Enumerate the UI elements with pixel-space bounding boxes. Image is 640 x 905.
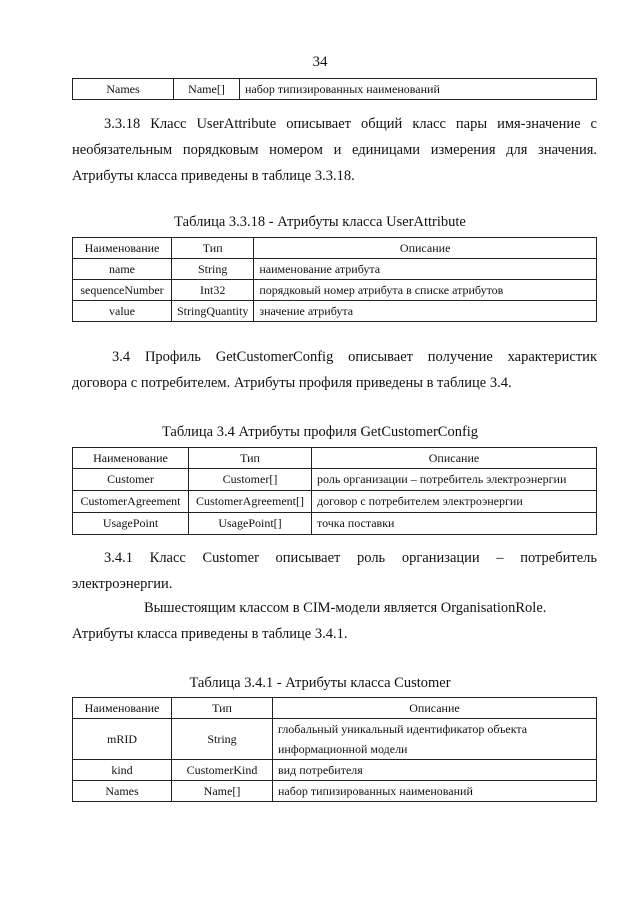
table-header-row xyxy=(73,238,597,259)
cell-name: Names xyxy=(73,781,172,802)
table-row xyxy=(73,513,597,535)
cell-name: value xyxy=(73,301,172,322)
paragraph-attributes-ref: Атрибуты класса приведены в таблице 3.4.1. xyxy=(72,626,348,642)
cell-name: UsagePoint xyxy=(73,513,189,535)
table-row xyxy=(73,760,597,781)
cell-type: Name[] xyxy=(174,79,240,100)
cell-type: String xyxy=(172,259,254,280)
cell-desc: наименование атрибута xyxy=(254,259,597,280)
cell-desc: глобальный уникальный идентификатор объекта информационной модели xyxy=(273,719,597,760)
table-row xyxy=(73,259,597,280)
cell-name: CustomerAgreement xyxy=(73,491,189,513)
table-row xyxy=(73,719,597,760)
cell-type: CustomerAgreement[] xyxy=(189,491,312,513)
table-row xyxy=(73,301,597,322)
cell-name: sequenceNumber xyxy=(73,280,172,301)
header-type: Тип xyxy=(172,238,254,259)
header-desc: Описание xyxy=(273,698,597,719)
table-3-3-18 xyxy=(72,237,597,322)
cell-desc: точка поставки xyxy=(312,513,597,535)
cell-desc: набор типизированных наименований xyxy=(273,781,597,802)
cell-desc: договор с потребителем электроэнергии xyxy=(312,491,597,513)
header-desc: Описание xyxy=(254,238,597,259)
cell-type: String xyxy=(172,719,273,760)
table-header-row xyxy=(73,698,597,719)
header-name: Наименование xyxy=(73,448,189,469)
table-row xyxy=(73,79,597,100)
cell-type: CustomerKind xyxy=(172,760,273,781)
cell-desc: набор типизированных наименований xyxy=(240,79,597,100)
table-header-row xyxy=(73,448,597,469)
table-row xyxy=(73,781,597,802)
header-name: Наименование xyxy=(73,698,172,719)
paragraph-superclass: Вышестоящим классом в CIM-модели является OrganisationRole. xyxy=(144,600,547,616)
cell-type: Name[] xyxy=(172,781,273,802)
table-row xyxy=(73,491,597,513)
cell-desc: роль организации – потребитель электроэнергии xyxy=(312,469,597,491)
table-row xyxy=(73,469,597,491)
paragraph-3-4: 3.4 Профиль GetCustomerConfig описывает получение характеристик договора с потребителем. Атрибуты профиля приведены в таблице 3.4. xyxy=(72,349,597,391)
table-caption-3-4-1: Таблица 3.4.1 - Атрибуты класса Customer xyxy=(189,675,451,691)
paragraph-3-4-1: 3.4.1 Класс Customer описывает роль организации – потребитель электроэнергии. xyxy=(72,550,597,592)
table-3-4 xyxy=(72,447,597,535)
header-desc: Описание xyxy=(312,448,597,469)
cell-name: Names xyxy=(73,79,174,100)
table-row xyxy=(73,280,597,301)
table-caption-3-3-18: Таблица 3.3.18 - Атрибуты класса UserAttribute xyxy=(174,214,466,230)
header-type: Тип xyxy=(172,698,273,719)
cell-type: StringQuantity xyxy=(172,301,254,322)
table-3-4-1 xyxy=(72,697,597,802)
header-type: Тип xyxy=(189,448,312,469)
cell-desc: значение атрибута xyxy=(254,301,597,322)
cell-type: Int32 xyxy=(172,280,254,301)
cell-type: UsagePoint[] xyxy=(189,513,312,535)
cell-type: Customer[] xyxy=(189,469,312,491)
cell-desc: порядковый номер атрибута в списке атрибутов xyxy=(254,280,597,301)
table-caption-3-4: Таблица 3.4 Атрибуты профиля GetCustomerConfig xyxy=(161,424,479,440)
top-continuation-table xyxy=(72,78,597,100)
paragraph-3-3-18: 3.3.18 Класс UserAttribute описывает общий класс пары имя-значение с необязательным порядковым номером и единицами измерения для значения. Атрибуты класса приведены в таблице 3.3.18. xyxy=(72,116,597,184)
cell-name: kind xyxy=(73,760,172,781)
header-name: Наименование xyxy=(73,238,172,259)
cell-desc: вид потребителя xyxy=(273,760,597,781)
page-number: 34 xyxy=(312,54,328,70)
cell-name: name xyxy=(73,259,172,280)
cell-name: Customer xyxy=(73,469,189,491)
cell-name: mRID xyxy=(73,719,172,760)
